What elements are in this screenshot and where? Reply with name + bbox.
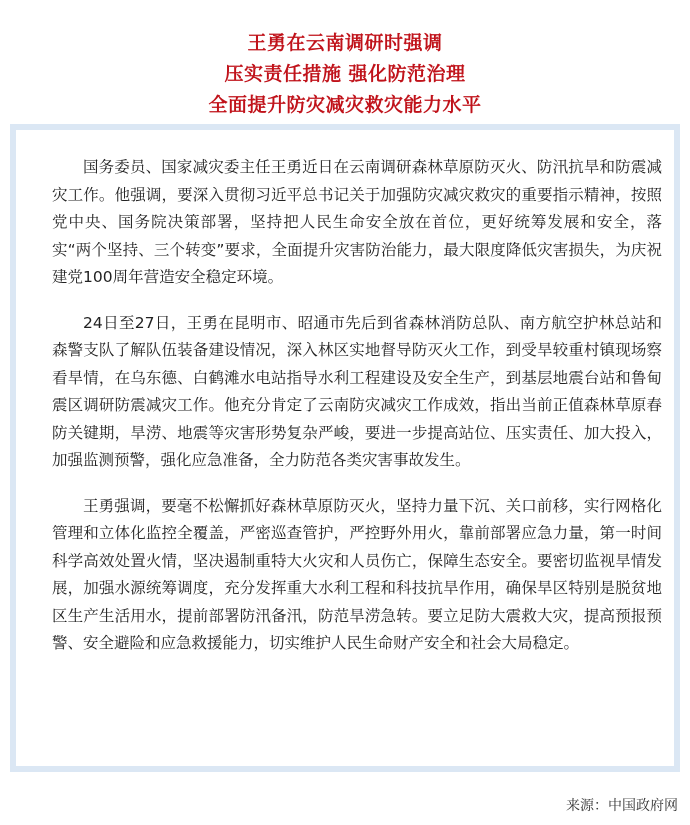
headline [0,28,690,121]
article-panel [10,124,680,772]
article-paragraph-1: 国务委员、国家减灾委主任王勇近日在云南调研森林草原防灭火、防汛抗旱和防震减灾工作。他强调，要深入贯彻习近平总书记关于加强防灾减灾救灾的重要指示精神，按照党中央、国务院决策部署，坚持把人民生命安全放在首位，更好统筹发展和安全，落实“两个坚持、三个转变”要求，全面提升灾害防治能力，最大限度降低灾害损失，为庆祝建党100周年营造安全稳定环境。 [52,158,662,286]
headline-line-1: 王勇在云南调研时强调 [247,32,443,54]
article-paragraph-3: 王勇强调，要毫不松懈抓好森林草原防灭火，坚持力量下沉、关口前移，实行网格化管理和立体化监控全覆盖，严密巡查管护，严控野外用火，靠前部署应急力量，第一时间科学高效处置火情，坚决遏制重特大火灾和人员伤亡，保障生态安全。要密切监视旱情发展，加强水源统筹调度，充分发挥重大水利工程和科技抗旱作用，确保旱区特别是脱贫地区生产生活用水，提前部署防汛备汛，防范旱涝急转。要立足防大震救大灾，提高预报预警、安全避险和应急救援能力，切实维护人民生命财产安全和社会大局稳定。 [52,496,662,652]
headline-line-2: 压实责任措施 强化防范治理 [224,63,466,85]
article-paragraph-2: 24日至27日，王勇在昆明市、昭通市先后到省森林消防总队、南方航空护林总站和森警支队了解队伍装备建设情况，深入林区实地督导防灭火工作，到受旱较重村镇现场察看旱情，在乌东德、白鹤滩水电站指导水利工程建设及安全生产，到基层地震台站和鲁甸震区调研防震减灾工作。他充分肯定了云南防灾减灾工作成效，指出当前正值森林草原春防关键期，旱涝、地震等灾害形势复杂严峻，要进一步提高站位、压实责任、加大投入，加强监测预警，强化应急准备，全力防范各类灾害事故发生。 [52,313,662,469]
article-body [52,154,662,658]
headline-line-3: 全面提升防灾减灾救灾能力水平 [208,94,482,116]
source-credit: 来源：中国政府网 [566,798,678,814]
